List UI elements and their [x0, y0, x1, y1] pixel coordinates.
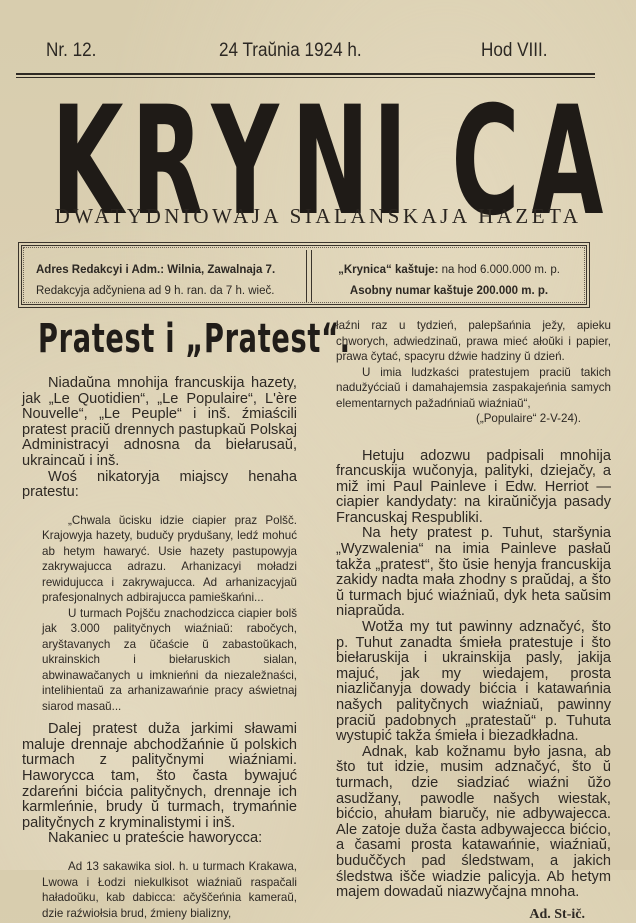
paragraph: Dalej pratest duža jarkimi sławami maluje drennaje abchodžańnie ŭ polskich turmach z palityčnymi wiaźniami. Haworycca tam, što časta bywajuć zdareńni bićcia palityčnych, drennaje ich karmleńnie, brudy ŭ turmach, trymańnie palityčnych z kryminalistymi i inš.	[22, 721, 297, 831]
issue-year: Hod VIII.	[481, 40, 548, 61]
paragraph: Na hety pratest p. Tuhut, staršynia „Wyzwalenia“ na imia Painleve pasłaŭ takža „pratest“, što ŭsie henyja francuskija zakidy nadta mała zhodny s praŭdaj, a što ŭ turmach bjuć wiaźniaŭ, dyk heta saŭsim niapraŭda.	[336, 525, 611, 620]
address-value: Wilnia, Zawalnaja 7.	[167, 264, 276, 276]
quote-citation: („Populaire“ 2-V-24).	[475, 412, 581, 425]
masthead-letter: I	[372, 75, 408, 249]
masthead-letter: C	[451, 75, 520, 249]
masthead-letter: K	[51, 75, 124, 249]
masthead-letter: A	[531, 75, 604, 249]
paragraph: Woś nikatoryja miajscy henaha pratestu:	[22, 468, 297, 501]
address-label: Adres Redakcyi i Adm.:	[36, 264, 165, 276]
quote-paragraph: U turmach Pojšču znachodzicca ciapier bolš jak 3.000 palityčnych wiaźniaŭ: rabočych, aryštavanych za ŭčaście ŭ zabastoŭkach, ukrainskich i biełaruskich sialan, abwinawačanych u imknieńni da niezaležnaści, intelihientaŭ za arhanizawańnie pracy aświetnaj siarod masaŭ...	[42, 606, 297, 713]
info-box	[18, 242, 590, 308]
right-column	[336, 318, 611, 923]
single-issue-price: Asobny numar kaštuje 200.000 m. p.	[349, 285, 549, 297]
article-headline: Pratest i „Pratest“.	[38, 316, 351, 362]
quote-block	[336, 318, 611, 427]
author-signature: Ad. St-ič.	[529, 906, 585, 922]
price-value: na hod 6.000.000 m. p.	[441, 264, 560, 276]
quote-paragraph: U imia ludzkaści pratestujem praciŭ takich nadužyćciaŭ i damahajemsia zaspakajeńnia samych elementarnych pažadńniaŭ wiaźniaŭ“,	[336, 365, 611, 410]
quote-block	[22, 513, 297, 715]
paragraph: Hetuju adozwu padpisali mnohija francuskija wučonyja, palityki, dziejačy, a miž imi Paul Painleve i Edw. Herriot — ciapier kandydaty: na kiraŭničyja pasady Francuskaj Respubliki.	[336, 447, 611, 526]
masthead-letter: R	[131, 75, 204, 249]
paragraph: Adnak, kab kožnamu było jasna, ab što tut idzie, musim adznačyć, što ŭ turmach, dzie siadziać wiaźni ŭžo asudžany, pawodle našych wiestak, bićcio, ahułam biaručy, nie adbywajecca. Ale zatoje duža časta adbywajecca bićcio, a časami prosta katawańnie, wiaźniaŭ, buduččych pad śledstwam, a jakich śledstwa išče wiadzie palicyja. Ab hetym majem dowadaŭ niazwyčajna mnoha.	[336, 743, 611, 901]
issue-number: Nr. 12.	[46, 40, 97, 61]
info-price-block	[318, 260, 580, 302]
masthead-letter: Y	[211, 75, 279, 249]
masthead-letter: N	[291, 75, 370, 249]
masthead-subtitle: DWATYDNIOWAJA SIALANSKAJA HAZETA	[54, 204, 582, 228]
info-box-divider	[306, 250, 312, 302]
office-hours: Redakcyja adčyniena ad 9 h. ran. da 7 h. wieč.	[36, 285, 275, 297]
quote-block	[22, 859, 297, 921]
quote-paragraph: Ad 13 sakawika siol. h. u turmach Krakawa, Lwowa i Łodzi niekulkisot wiaźniaŭ raspačali haładoŭku, kab dabicca: ačyščeńnia kameraŭ, dzie raźwiołsia brud, źmieny bializny,	[42, 860, 297, 920]
quote-paragraph: „Chwala ŭcisku idzie ciapier praz Polšč. Krajowyja hazety, budučy prydušany, ledź mohuć ab hetym hawaryć. Usie hazety pastupowyja zakrywajucca adrazu. Arhanizacyi moładzi rewidujucca i zakrywajucca. Ad arhanizacyjaŭ prafesjonalnych adbirajucca pamieškańni...	[42, 513, 297, 605]
price-label: „Krynica“ kaštuje:	[338, 264, 439, 276]
paragraph: Nakaniec u prateście haworycca:	[48, 830, 263, 847]
issue-date: 24 Traŭnia 1924 h.	[219, 40, 362, 61]
paragraph: Wotža my tut pawinny adznačyć, što p. Tuhut zanadta śmieła pratestuje i što biełaruskija i ukrainskija pasly, jakija majuć, jak my wiedajem, prosta niazličanyja dowady bićcia i katawańnia našych palityčnych wiaźniaŭ, pawinny praciŭ padobnych „pratestaŭ“ p. Tuhuta wystupić takža śmieła i biezadkładna.	[336, 619, 611, 745]
paragraph: Niadaŭna mnohija francuskija hazety, jak „Le Quotidien“, „Le Populaire“, L'ère Nouvelle“, „Le Peuple“ i inš. źmiaścili pratest praciŭ drennych pastupkaŭ Polskaj Administracyi adnosna da biełarusaŭ, ukraincaŭ i inš.	[22, 375, 298, 469]
quote-paragraph: łaźni raz u tydzień, palepšańnia ježy, apieku chworych, adwiedzinaŭ, prawa mieć ałoŭki i papier, prawa čytać, spacyru dźwie hadziny ŭ dzień.	[336, 319, 611, 363]
left-column	[22, 376, 297, 921]
info-address-block	[36, 260, 298, 302]
issue-header	[16, 40, 594, 64]
